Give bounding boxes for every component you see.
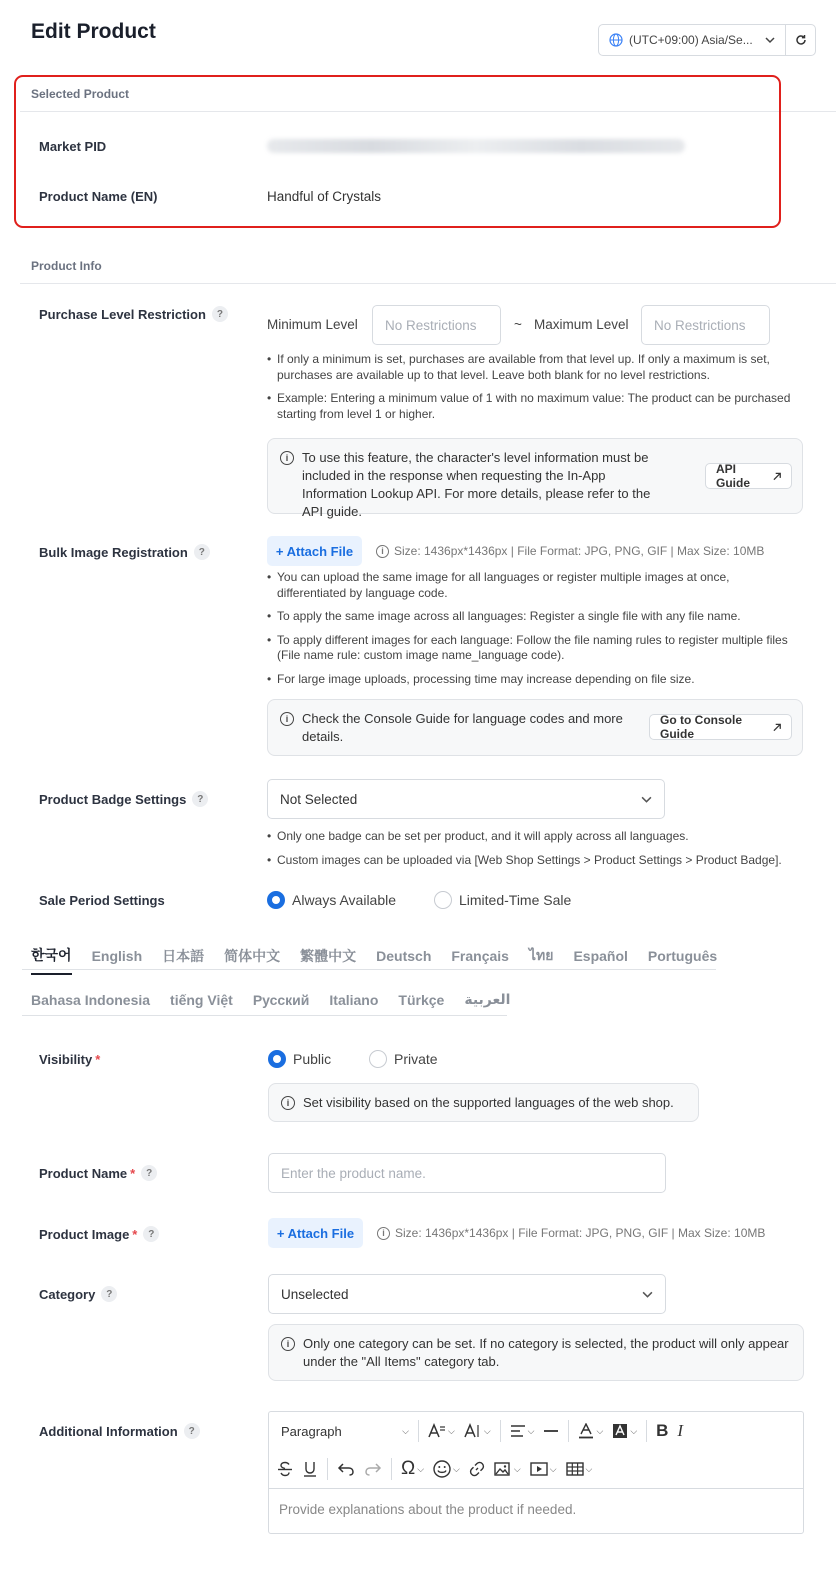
min-level-label: Minimum Level xyxy=(267,317,358,332)
globe-icon xyxy=(609,33,623,47)
help-icon[interactable]: ? xyxy=(101,1286,117,1302)
refresh-icon xyxy=(795,34,807,46)
chevron-down-icon xyxy=(765,35,775,45)
badge-notes xyxy=(267,829,807,876)
emoji-button[interactable] xyxy=(433,1460,460,1478)
align-button[interactable] xyxy=(510,1424,535,1438)
console-guide-label: Go to Console Guide xyxy=(660,713,742,741)
external-link-icon xyxy=(773,723,781,732)
redo-button[interactable] xyxy=(364,1462,382,1476)
note-item: • You can upload the same image for all languages or register multiple images at once, differentiated by language code. xyxy=(267,570,797,601)
info-icon: i xyxy=(281,1337,295,1351)
badge-label xyxy=(39,791,208,807)
align-left-icon xyxy=(510,1424,526,1438)
info-icon: i xyxy=(280,712,294,726)
bulk-image-label-text: Bulk Image Registration xyxy=(39,544,188,560)
radio-dot xyxy=(268,1050,286,1068)
badge-label-text: Product Badge Settings xyxy=(39,791,187,807)
tab-language[interactable]: العربية xyxy=(464,991,511,1007)
horizontal-line-button[interactable] xyxy=(543,1424,559,1438)
note-item: • Custom images can be uploaded via [Web Shop Settings > Product Settings > Product Badge]. xyxy=(267,853,807,869)
italic-button[interactable] xyxy=(677,1421,683,1441)
chevron-down-icon xyxy=(641,794,652,805)
bulk-image-hint-text: Size: 1436px*1436px | File Format: JPG, PNG, GIF | Max Size: 10MB xyxy=(394,544,765,558)
strikethrough-button[interactable] xyxy=(277,1461,293,1477)
tab-language[interactable]: English xyxy=(91,948,143,964)
language-tabs-row-2 xyxy=(31,991,530,1016)
chevron-down-icon: ⌵ xyxy=(585,1463,593,1474)
category-info xyxy=(268,1324,804,1381)
tabs-underline xyxy=(22,1015,507,1016)
tab-language[interactable]: Español xyxy=(573,948,628,964)
tab-language[interactable]: Italiano xyxy=(329,991,379,1008)
product-name-en-label: Product Name (EN) xyxy=(39,189,158,204)
max-level-label: Maximum Level xyxy=(534,317,629,332)
tab-language[interactable]: Русский xyxy=(252,991,310,1008)
note-item: • To apply different images for each language: Follow the file naming rules to register multiple files (File name rule: custom image name_language code). xyxy=(267,633,797,664)
info-text: Check the Console Guide for language codes and more details. xyxy=(302,711,623,744)
undo-icon xyxy=(337,1462,355,1476)
product-name-label xyxy=(39,1165,157,1181)
info-text: Only one category can be set. If no category is selected, the product will only appear under the "All Items" category tab. xyxy=(303,1336,789,1369)
chevron-down-icon: ⌵ xyxy=(453,1463,460,1474)
product-image-label-text: Product Image xyxy=(39,1226,130,1242)
help-icon[interactable]: ? xyxy=(192,791,208,807)
radio-limited-time[interactable] xyxy=(434,891,571,909)
tab-language[interactable]: 简体中文 xyxy=(224,948,281,964)
timezone-value: (UTC+09:00) Asia/Se... xyxy=(629,33,753,47)
badge-select-value: Not Selected xyxy=(280,791,358,807)
bulk-attach-file-button[interactable]: + Attach File xyxy=(267,536,362,566)
category-select-value: Unselected xyxy=(281,1286,349,1302)
purchase-level-label xyxy=(39,306,228,322)
additional-info-label-text: Additional Information xyxy=(39,1423,178,1439)
toolbar-separator xyxy=(327,1458,328,1480)
radio-dot xyxy=(369,1050,387,1068)
insert-image-button[interactable] xyxy=(494,1461,521,1477)
product-image-label xyxy=(39,1226,159,1242)
chevron-down-icon xyxy=(642,1289,653,1300)
required-mark: * xyxy=(130,1165,136,1181)
category-label xyxy=(39,1286,117,1302)
chevron-down-icon: ⌵ xyxy=(527,1425,535,1436)
radio-label: Private xyxy=(394,1051,438,1067)
divider xyxy=(20,283,836,284)
product-image-hint-text: Size: 1436px*1436px | File Format: JPG, PNG, GIF | Max Size: 10MB xyxy=(395,1226,766,1240)
required-mark: * xyxy=(132,1226,138,1242)
smiley-icon xyxy=(433,1460,451,1478)
help-icon[interactable]: ? xyxy=(184,1423,200,1439)
timezone-select[interactable] xyxy=(598,24,786,56)
toolbar-separator xyxy=(568,1420,569,1442)
tabs-underline xyxy=(22,969,716,970)
info-icon: i xyxy=(377,1227,390,1240)
font-size-icon xyxy=(464,1423,482,1439)
additional-info-label xyxy=(39,1423,200,1439)
tab-language[interactable]: Bahasa Indonesia xyxy=(31,991,151,1008)
undo-button[interactable] xyxy=(337,1462,355,1476)
radio-dot xyxy=(267,891,285,909)
chevron-down-icon: ⌵ xyxy=(596,1425,604,1436)
toolbar-separator xyxy=(646,1420,647,1442)
toolbar-separator xyxy=(418,1420,419,1442)
info-icon: i xyxy=(280,451,294,465)
radio-dot xyxy=(434,891,452,909)
table-icon xyxy=(566,1461,584,1477)
background-color-icon xyxy=(612,1423,628,1439)
purchase-level-label-text: Purchase Level Restriction xyxy=(39,306,206,322)
editor-toolbar-row-2 xyxy=(269,1450,803,1488)
visibility-info xyxy=(268,1083,699,1122)
tab-language[interactable]: 繁體中文 xyxy=(300,948,357,964)
market-pid-label: Market PID xyxy=(39,139,107,154)
help-icon[interactable]: ? xyxy=(194,544,210,560)
bulk-image-label xyxy=(39,544,210,560)
tab-language[interactable]: ไทย xyxy=(528,947,554,963)
level-range-separator: ~ xyxy=(514,317,522,332)
product-name-input[interactable]: Enter the product name. xyxy=(268,1153,666,1193)
rich-text-editor xyxy=(268,1411,804,1534)
background-color-button[interactable] xyxy=(612,1423,637,1439)
media-icon xyxy=(530,1461,548,1477)
toolbar-separator xyxy=(391,1458,392,1480)
paragraph-format-value: Paragraph xyxy=(281,1423,342,1439)
radio-label: Public xyxy=(293,1051,332,1067)
api-guide-label: API Guide xyxy=(716,462,751,490)
image-icon xyxy=(494,1461,512,1477)
special-character-button[interactable] xyxy=(401,1458,424,1480)
product-name-label-text: Product Name xyxy=(39,1165,128,1181)
tab-language[interactable]: Türkçe xyxy=(398,991,445,1008)
required-mark: * xyxy=(95,1052,101,1067)
redo-icon xyxy=(364,1462,382,1476)
chevron-down-icon: ⌵ xyxy=(513,1463,521,1474)
radio-always-available[interactable] xyxy=(267,891,396,909)
bold-button[interactable] xyxy=(656,1421,668,1441)
tab-language[interactable]: 日本語 xyxy=(162,948,205,964)
radio-private[interactable] xyxy=(369,1050,438,1068)
product-image-attach-button[interactable]: + Attach File xyxy=(268,1218,363,1248)
underline-icon xyxy=(302,1461,318,1477)
console-guide-button[interactable] xyxy=(649,714,792,740)
bold-icon: B xyxy=(656,1421,669,1440)
help-icon[interactable]: ? xyxy=(212,306,228,322)
info-text: Set visibility based on the supported languages of the web shop. xyxy=(303,1094,674,1110)
purchase-level-notes xyxy=(267,352,797,430)
tab-language[interactable]: Português xyxy=(647,948,718,964)
font-color-icon xyxy=(578,1423,594,1439)
bulk-image-notes xyxy=(267,570,797,695)
visibility-label-text: Visibility xyxy=(39,1052,93,1067)
insert-media-button[interactable] xyxy=(530,1461,557,1477)
link-button[interactable] xyxy=(469,1461,485,1477)
note-item: • If only a minimum is set, purchases are available from that level up. If only a maximum is set, purchases are available up to that level. Leave both blank for no level restrictions. xyxy=(267,352,797,383)
tab-language[interactable]: tiếng Việt xyxy=(170,991,233,1008)
product-name-en-value: Handful of Crystals xyxy=(267,189,382,204)
chevron-down-icon: ⌵ xyxy=(448,1425,455,1436)
page-title: Edit Product xyxy=(31,20,156,43)
external-link-icon xyxy=(773,472,781,481)
info-text: To use this feature, the character's level information must be included in the response when requesting the In-App Information Lookup API. For more details, please refer to the API guide. xyxy=(302,450,651,519)
tab-language[interactable]: Deutsch xyxy=(376,948,432,964)
chevron-down-icon: ⌵ xyxy=(630,1425,638,1436)
tab-language[interactable]: 한국어 xyxy=(31,945,72,975)
link-icon xyxy=(469,1461,485,1477)
chevron-down-icon: ⌵ xyxy=(549,1463,557,1474)
strikethrough-icon xyxy=(277,1461,293,1477)
chevron-down-icon: ⌵ xyxy=(402,1425,409,1436)
note-item: • Only one badge can be set per product, and it will apply across all languages. xyxy=(267,829,807,845)
note-item: • To apply the same image across all languages: Register a single file with any file name. xyxy=(267,609,797,625)
font-family-button[interactable] xyxy=(428,1423,455,1439)
visibility-label xyxy=(39,1052,100,1067)
radio-public[interactable] xyxy=(268,1050,331,1068)
note-item: • For large image uploads, processing time may increase depending on file size. xyxy=(267,672,797,688)
highlight-box xyxy=(14,75,781,228)
toolbar-separator xyxy=(500,1420,501,1442)
editor-content-area[interactable] xyxy=(269,1488,803,1533)
category-select[interactable] xyxy=(268,1274,666,1314)
horizontal-line-icon xyxy=(543,1424,559,1438)
help-icon[interactable]: ? xyxy=(141,1165,157,1181)
tab-language[interactable]: Français xyxy=(451,948,509,964)
font-color-button[interactable] xyxy=(578,1423,603,1439)
italic-icon: I xyxy=(677,1421,684,1440)
underline-button[interactable] xyxy=(302,1461,318,1477)
paragraph-format-select[interactable] xyxy=(277,1424,409,1439)
badge-select[interactable] xyxy=(267,779,665,819)
help-icon[interactable]: ? xyxy=(143,1226,159,1242)
radio-label: Always Available xyxy=(292,892,397,908)
product-image-hint xyxy=(377,1226,765,1240)
font-size-button[interactable] xyxy=(464,1423,491,1439)
language-tabs-row-1 xyxy=(31,945,737,975)
editor-toolbar-row-1 xyxy=(269,1412,803,1450)
editor-placeholder: Provide explanations about the product if needed. xyxy=(279,1502,577,1517)
max-level-input[interactable]: No Restrictions xyxy=(641,305,770,345)
bulk-image-hint xyxy=(376,544,764,558)
omega-icon: Ω xyxy=(401,1458,416,1479)
insert-table-button[interactable] xyxy=(566,1461,593,1477)
min-level-input[interactable]: No Restrictions xyxy=(372,305,501,345)
info-icon: i xyxy=(281,1096,295,1110)
sale-period-label: Sale Period Settings xyxy=(39,893,165,908)
api-guide-button[interactable] xyxy=(705,463,792,489)
radio-label: Limited-Time Sale xyxy=(459,892,572,908)
note-item: • Example: Entering a minimum value of 1 with no maximum value: The product can be purchased starting from level 1 or higher. xyxy=(267,391,797,422)
info-icon: i xyxy=(376,545,389,558)
chevron-down-icon: ⌵ xyxy=(417,1463,425,1474)
section-selected-product: Selected Product xyxy=(31,87,130,101)
category-label-text: Category xyxy=(39,1286,96,1302)
chevron-down-icon: ⌵ xyxy=(483,1425,491,1436)
font-family-icon xyxy=(428,1423,446,1439)
refresh-button[interactable] xyxy=(785,24,816,56)
section-product-info: Product Info xyxy=(31,259,102,273)
